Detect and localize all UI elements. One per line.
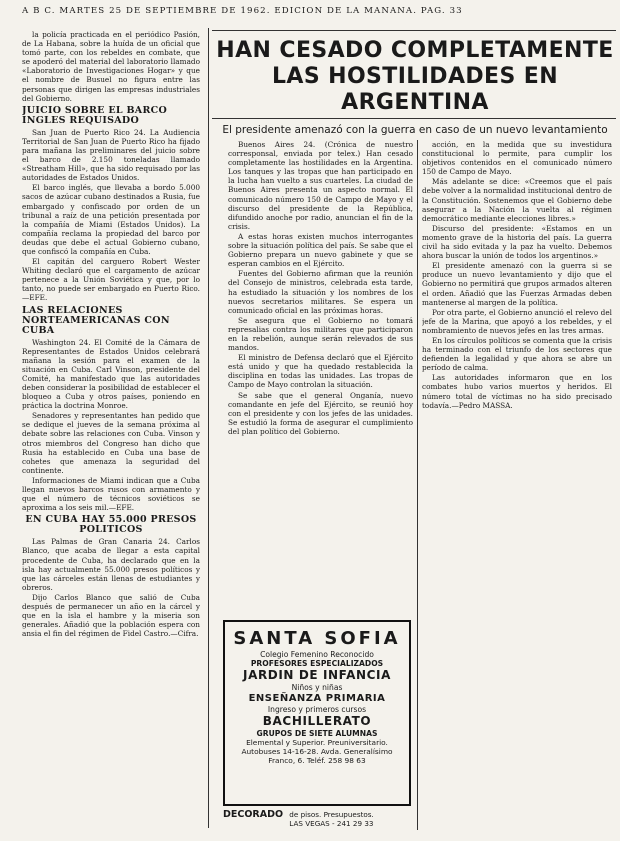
headline-bottom-rule	[212, 118, 616, 119]
strip-ad-line: LAS VEGAS - 241 29 33	[289, 819, 374, 828]
school-advertisement	[223, 620, 411, 806]
article-title-presos: EN CUBA HAY 55.000 PRESOS POLITICOS	[25, 514, 197, 536]
main-article-column-2	[422, 140, 612, 840]
article-paragraph: Buenos Aires 24. (Crónica de nuestro corresponsal, enviada por telex.) Han cesado completamente las hostilidades en la Argentina. Los tanques y las tropas que han participado en la lucha han vuelto a sus cuarteles. La ciudad de Buenos Aires presenta un aspecto normal. El comunicado número 150 de Campo de Mayo y el discurso del presidente de la República, difundido anoche por radio, anuncian el fin de la crisis.	[228, 140, 413, 231]
article-paragraph: A estas horas existen muchos interrogantes sobre la situación política del país. Se sabe que el Gobierno prepara un nuevo gabinete y que se esperan cambios en el Ejército.	[228, 231, 413, 269]
ad-brand: SANTA SOFIA	[233, 628, 401, 649]
intro-paragraph: la policía practicada en el periódico Pasión, de La Habana, sobre la huída de un oficial que tomó parte, con los rebeldes en combate, que se apoderó del material del laboratorio llamado «Laboratorio de Investigaciones Hogar» y que el nombre de Busuel no figura entre las personas que dirigen las empresas industriales del Gobierno.	[22, 30, 200, 103]
ad-line: Ingreso y primeros cursos	[267, 705, 367, 714]
article-paragraph: Las autoridades informaron que en los combates hubo varios muertos y heridos. El número total de víctimas no ha sido precisado todavía.—Pedro MASSA.	[422, 373, 612, 410]
article-paragraph: El ministro de Defensa declaró que el Ejército está unido y que ha quedado restablecida la disciplina en todas las unidades. Las tropas de Campo de Mayo controlan la situación.	[228, 353, 413, 390]
ad-line: ENSEÑANZA PRIMARIA	[248, 693, 386, 704]
column-divider	[417, 140, 418, 830]
article-paragraph: Por otra parte, el Gobierno anunció el relevo del jefe de la Marina, que apoyó a los rebeldes, y el nombramiento de nuevos jefes en las tres armas.	[422, 307, 612, 335]
article-paragraph: El barco inglés, que llevaba a bordo 5.000 sacos de azúcar cubano destinados a Rusia, fue embargado y confiscado por orden de un tribunal a raíz de una petición presentada por la compañía de Miami (Estados Unidos). La compañía reclama la propiedad del barco por deudas que debe el actual Gobierno cubano, que confiscó la compañía en Cuba.	[22, 183, 200, 256]
decorado-ad	[223, 810, 411, 832]
headline-top-rule	[212, 30, 616, 31]
main-headline: HAN CESADO COMPLETAMENTE LAS HOSTILIDADES EN ARGENTINA	[216, 38, 614, 115]
article-paragraph: Discurso del presidente: «Estamos en un momento grave de la historia del país. La guerra civil ha sido evitada y la paz ha vuelto. Debemos ahora buscar la unión de todos los argentinos.»	[422, 223, 612, 261]
ad-line: Colegio Femenino Reconocido	[260, 650, 374, 659]
article-paragraph: Fuentes del Gobierno afirman que la reunión del Consejo de ministros, celebrada esta tarde, ha estudiado la situación y los nombres de los nuevos secretarios militares. Se espera un comunicado oficial en las próximas horas.	[228, 269, 413, 315]
ad-line: JARDIN DE INFANCIA	[243, 668, 391, 682]
article-paragraph: Washington 24. El Comité de la Cámara de Representantes de Estados Unidos celebrará mañana la sesión para el examen de la situación en Cuba. Carl Vinson, presidente del Comité, ha manifestado que las autoridades deben considerar la posibilidad de establecer el bloqueo a Cuba y otros países, poniendo en práctica la doctrina Monroe.	[22, 337, 200, 411]
article-paragraph: Las Palmas de Gran Canaria 24. Carlos Blanco, que acaba de llegar a esta capital procedente de Cuba, ha declarado que en la isla hay actualmente 55.000 presos políticos y que las cárceles están llenas de estudiantes y obreros.	[22, 537, 200, 592]
strip-ad-line: de pisos. Presupuestos.	[289, 810, 374, 819]
article-paragraph: San Juan de Puerto Rico 24. La Audiencia Territorial de San Juan de Puerto Rico ha fijado para mañana las preliminares del juicio sobre el barco de 2.150 toneladas llamado «Streatham Hill», que ha sido requisado por las autoridades de Estados Unidos.	[22, 127, 200, 183]
ad-line: PROFESORES ESPECIALIZADOS	[250, 659, 384, 668]
strip-ad-lead: DECORADO	[223, 809, 284, 820]
ad-line: GRUPOS DE SIETE ALUMNAS	[256, 729, 378, 738]
ad-line: BACHILLERATO	[262, 714, 372, 728]
page-header: A B C. MARTES 25 DE SEPTIEMBRE DE 1962. EDICION DE LA MAÑANA. PAG. 33	[22, 6, 463, 16]
article-title-juicio: JUICIO SOBRE EL BARCO INGLES REQUISADO	[22, 104, 168, 126]
ad-line: Elemental y Superior. Preuniversitario. Autobuses 14-16-28. Avda. Generalísimo Franco, 6. Teléf. 258 98 63	[241, 738, 393, 765]
article-paragraph: El presidente amenazó con la guerra si se produce un nuevo levantamiento y dijo que el Gobierno no permitirá que grupos armados alteren el orden. Añadió que las Fuerzas Armadas deben mantenerse al margen de la política.	[422, 261, 612, 307]
article-paragraph: Informaciones de Miami indican que a Cuba llegan nuevos barcos rusos con armamento y que el número de técnicos soviéticos se aproxima a los seis mil.—EFE.	[22, 475, 200, 513]
article-paragraph: acción, en la medida que su investidura constitucional lo permite, para cumplir los objetivos contenidos en el comunicado número 150 de Campo de Mayo.	[422, 140, 612, 177]
strip-ad-text	[289, 810, 409, 828]
left-column	[22, 30, 200, 820]
article-paragraph: El capitán del carguero Robert Wester Whiting declaró que el cargamento de azúcar pertenece a la Unión Soviética y que, por lo tanto, no puede ser embargado en Puerto Rico.—EFE.	[22, 257, 200, 303]
article-title-relaciones: LAS RELACIONES NORTEAMERICANAS CON CUBA	[22, 304, 170, 336]
article-paragraph: Dijo Carlos Blanco que salió de Cuba después de permanecer un año en la cárcel y que en la isla el hambre y la miseria son generales. Añadió que la población espera con ansia el fin del régimen de Fidel Castro.—Cifra.	[22, 592, 200, 639]
main-article-column-1	[228, 140, 413, 612]
article-paragraph: Más adelante se dice: «Creemos que el país debe volver a la normalidad institucional dentro de la Constitución. Sostenemos que el Gobierno debe asegurar a la Nación la vuelta al régimen democrático mediante elecciones libres.»	[422, 177, 612, 223]
column-divider	[208, 28, 209, 828]
article-paragraph: Senadores y representantes han pedido que se dedique el jueves de la semana próxima al debate sobre las relaciones con Cuba. Vinson y otros miembros del Congreso han dicho que Rusia ha establecido en Cuba una base de cohetes que amenaza la seguridad del continente.	[22, 411, 200, 475]
ad-line: Niños y niñas	[291, 683, 343, 692]
article-paragraph: Se sabe que el general Onganía, nuevo comandante en jefe del Ejército, se reunió hoy con el presidente y con los jefes de las unidades. Se estudió la forma de asegurar el cumplimiento del plan político del Gobierno.	[228, 390, 413, 436]
article-paragraph: Se asegura que el Gobierno no tomará represalias contra los militares que participaron en la rebelión, aunque serán relevados de sus mandos.	[228, 315, 413, 353]
article-paragraph: En los círculos políticos se comenta que la crisis ha terminado con el triunfo de los sectores que defienden la legalidad y que ahora se abre un período de calma.	[422, 335, 612, 373]
main-deck: El presidente amenazó con la guerra en caso de un nuevo levantamiento	[222, 124, 608, 136]
